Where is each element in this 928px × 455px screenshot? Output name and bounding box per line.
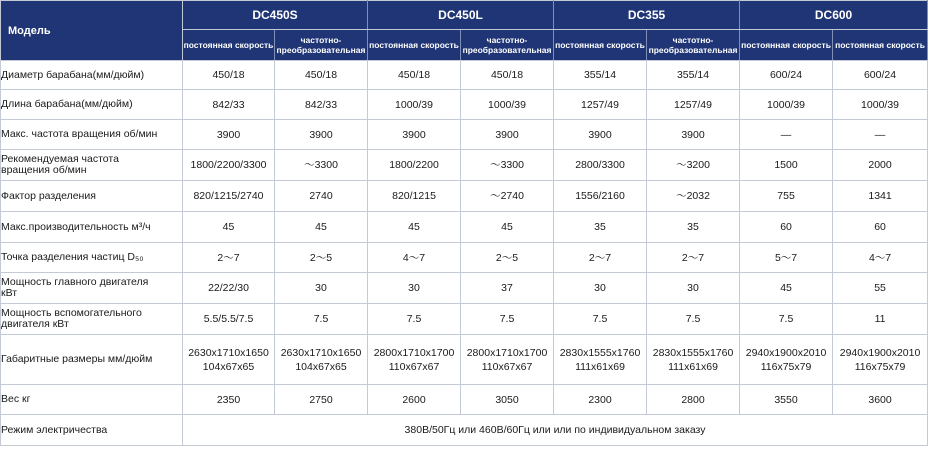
table-cell: 45 xyxy=(183,212,275,243)
table-cell: 1000/39 xyxy=(368,90,461,120)
row-label: Диаметр барабана(мм/дюйм) xyxy=(1,61,183,90)
table-cell: 5.5/5.5/7.5 xyxy=(183,304,275,335)
table-cell: 5～7 xyxy=(740,243,833,273)
table-cell: 30 xyxy=(368,273,461,304)
table-row-recommended-speed xyxy=(1,150,928,181)
table-cell xyxy=(647,335,740,385)
group-header-dc450s: DC450S xyxy=(183,1,368,30)
table-cell: 30 xyxy=(554,273,647,304)
table-row-max-speed xyxy=(1,120,928,150)
table-cell: 2740 xyxy=(275,181,368,212)
table-cell: 450/18 xyxy=(461,61,554,90)
row-label-line: Рекомендуемая частота xyxy=(1,153,119,165)
row-label: Длина барабана(мм/дюйм) xyxy=(1,90,183,120)
group-header-dc355: DC355 xyxy=(554,1,740,30)
group-header-dc450l: DC450L xyxy=(368,1,554,30)
dimension-inch: 110x67x67 xyxy=(481,360,533,373)
dimension-inch: 110x67x67 xyxy=(388,360,440,373)
table-cell: 35 xyxy=(647,212,740,243)
table-cell: 2～7 xyxy=(647,243,740,273)
dimension-mm: 2800x1710x1700 xyxy=(373,346,455,359)
table-cell: 600/24 xyxy=(740,61,833,90)
row-label-line: Мощность вспомогательного xyxy=(1,307,142,319)
table-cell: 2750 xyxy=(275,385,368,415)
table-cell: 2350 xyxy=(183,385,275,415)
dimension-mm: 2830x1555x1760 xyxy=(559,346,641,359)
table-cell: 30 xyxy=(275,273,368,304)
dimension-mm: 2630x1710x1650 xyxy=(188,346,269,359)
table-cell: 7.5 xyxy=(647,304,740,335)
table-row-main-motor xyxy=(1,273,928,304)
sub-header: постоянная скорость xyxy=(554,30,647,61)
table-cell: 45 xyxy=(740,273,833,304)
table-cell: 2～5 xyxy=(461,243,554,273)
model-header: Модель xyxy=(1,1,183,61)
table-cell: 1341 xyxy=(833,181,928,212)
row-label-line: вращения об/мин xyxy=(1,164,87,176)
table-row-weight xyxy=(1,385,928,415)
table-cell xyxy=(368,335,461,385)
row-label: Точка разделения частиц D₅₀ xyxy=(1,243,183,273)
table-cell: 3900 xyxy=(647,120,740,150)
table-cell: 842/33 xyxy=(275,90,368,120)
row-label: Макс. частота вращения об/мин xyxy=(1,120,183,150)
row-label: Вес кг xyxy=(1,385,183,415)
table-cell: 37 xyxy=(461,273,554,304)
sub-header: частотно-преобразовательная xyxy=(275,30,368,61)
sub-header: частотно-преобразовательная xyxy=(647,30,740,61)
row-label-line: кВт xyxy=(1,287,18,299)
table-row-aux-motor xyxy=(1,304,928,335)
table-cell: 7.5 xyxy=(275,304,368,335)
table-cell: — xyxy=(740,120,833,150)
dimension-mm: 2940x1900x2010 xyxy=(745,346,827,359)
sub-header: постоянная скорость xyxy=(183,30,275,61)
table-cell: 7.5 xyxy=(740,304,833,335)
table-cell: 450/18 xyxy=(183,61,275,90)
table-cell: 355/14 xyxy=(647,61,740,90)
dimension-inch: 116x75x79 xyxy=(854,360,906,373)
table-cell: 3900 xyxy=(554,120,647,150)
sub-header: постоянная скорость xyxy=(833,30,928,61)
table-cell: 450/18 xyxy=(275,61,368,90)
table-cell: 1556/2160 xyxy=(554,181,647,212)
table-row-power-mode xyxy=(1,415,928,446)
dimension-inch: 104x67x65 xyxy=(295,360,347,373)
table-cell: 55 xyxy=(833,273,928,304)
table-cell: 2000 xyxy=(833,150,928,181)
table-row-length xyxy=(1,90,928,120)
table-row-capacity xyxy=(1,212,928,243)
table-cell: 3050 xyxy=(461,385,554,415)
table-cell: 2800 xyxy=(647,385,740,415)
row-label xyxy=(1,273,183,304)
table-cell: 45 xyxy=(461,212,554,243)
table-row-diameter xyxy=(1,61,928,90)
sub-header: частотно-преобразовательная xyxy=(461,30,554,61)
table-cell: 355/14 xyxy=(554,61,647,90)
dimension-inch: 111x61x69 xyxy=(575,360,625,373)
table-cell: 11 xyxy=(833,304,928,335)
table-cell: 1000/39 xyxy=(740,90,833,120)
table-cell xyxy=(275,335,368,385)
row-label: Макс.производительность м³/ч xyxy=(1,212,183,243)
table-cell: ～2740 xyxy=(461,181,554,212)
table-cell xyxy=(554,335,647,385)
dimension-mm: 2630x1710x1650 xyxy=(280,346,362,359)
table-cell: 45 xyxy=(368,212,461,243)
row-label: Режим электричества xyxy=(1,415,183,446)
dimension-inch: 116x75x79 xyxy=(760,360,812,373)
table-cell: 2～7 xyxy=(554,243,647,273)
table-cell: 1000/39 xyxy=(461,90,554,120)
dimension-inch: 111x61x69 xyxy=(668,360,718,373)
table-cell xyxy=(183,335,275,385)
table-row-d50 xyxy=(1,243,928,273)
table-cell: 2800/3300 xyxy=(554,150,647,181)
table-cell: 2600 xyxy=(368,385,461,415)
table-cell: 60 xyxy=(740,212,833,243)
row-label-line: Мощность главного двигателя xyxy=(1,276,149,288)
table-cell: 3600 xyxy=(833,385,928,415)
table-cell: 842/33 xyxy=(183,90,275,120)
table-cell: 1000/39 xyxy=(833,90,928,120)
table-cell xyxy=(833,335,928,385)
table-cell: 820/1215/2740 xyxy=(183,181,275,212)
dimension-inch: 104x67x65 xyxy=(202,360,255,373)
dimension-mm: 2940x1900x2010 xyxy=(839,346,921,359)
table-cell: 3900 xyxy=(368,120,461,150)
table-cell: 1800/2200 xyxy=(368,150,461,181)
table-row-dimensions xyxy=(1,335,928,385)
table-cell: ～3300 xyxy=(275,150,368,181)
row-label: Габаритные размеры мм/дюйм xyxy=(1,335,183,385)
table-cell: 820/1215 xyxy=(368,181,461,212)
table-cell: 3900 xyxy=(183,120,275,150)
table-cell: ～3200 xyxy=(647,150,740,181)
table-cell: 1500 xyxy=(740,150,833,181)
table-cell xyxy=(461,335,554,385)
table-cell xyxy=(740,335,833,385)
table-cell: 1257/49 xyxy=(554,90,647,120)
table-cell: 1800/2200/3300 xyxy=(183,150,275,181)
table-cell: 3900 xyxy=(275,120,368,150)
header-row-groups xyxy=(1,1,928,30)
row-label xyxy=(1,150,183,181)
table-cell: 4～7 xyxy=(368,243,461,273)
table-cell: 22/22/30 xyxy=(183,273,275,304)
table-cell: 600/24 xyxy=(833,61,928,90)
table-cell: 755 xyxy=(740,181,833,212)
group-header-dc600: DC600 xyxy=(740,1,928,30)
table-cell: 30 xyxy=(647,273,740,304)
sub-header: постоянная скорость xyxy=(368,30,461,61)
table-cell: 4～7 xyxy=(833,243,928,273)
table-cell: ～2032 xyxy=(647,181,740,212)
table-cell: 3550 xyxy=(740,385,833,415)
table-cell: 1257/49 xyxy=(647,90,740,120)
table-cell: 2～7 xyxy=(183,243,275,273)
row-label: Фактор разделения xyxy=(1,181,183,212)
dimension-mm: 2800x1710x1700 xyxy=(466,346,548,359)
table-cell: 3900 xyxy=(461,120,554,150)
sub-header: постоянная скорость xyxy=(740,30,833,61)
table-cell: — xyxy=(833,120,928,150)
row-label xyxy=(1,304,183,335)
table-cell: 450/18 xyxy=(368,61,461,90)
power-mode-value: 380В/50Гц или 460В/60Гц или или по индивидуальном заказу xyxy=(183,415,928,446)
table-cell: 7.5 xyxy=(554,304,647,335)
table-cell: 7.5 xyxy=(368,304,461,335)
table-cell: 7.5 xyxy=(461,304,554,335)
table-row-separation-factor xyxy=(1,181,928,212)
table-cell: 60 xyxy=(833,212,928,243)
table-cell: 45 xyxy=(275,212,368,243)
row-label-line: двигателя кВт xyxy=(1,318,69,330)
table-cell: 2300 xyxy=(554,385,647,415)
table-cell: ～3300 xyxy=(461,150,554,181)
table-cell: 35 xyxy=(554,212,647,243)
table-cell: 2～5 xyxy=(275,243,368,273)
dimension-mm: 2830x1555x1760 xyxy=(652,346,734,359)
